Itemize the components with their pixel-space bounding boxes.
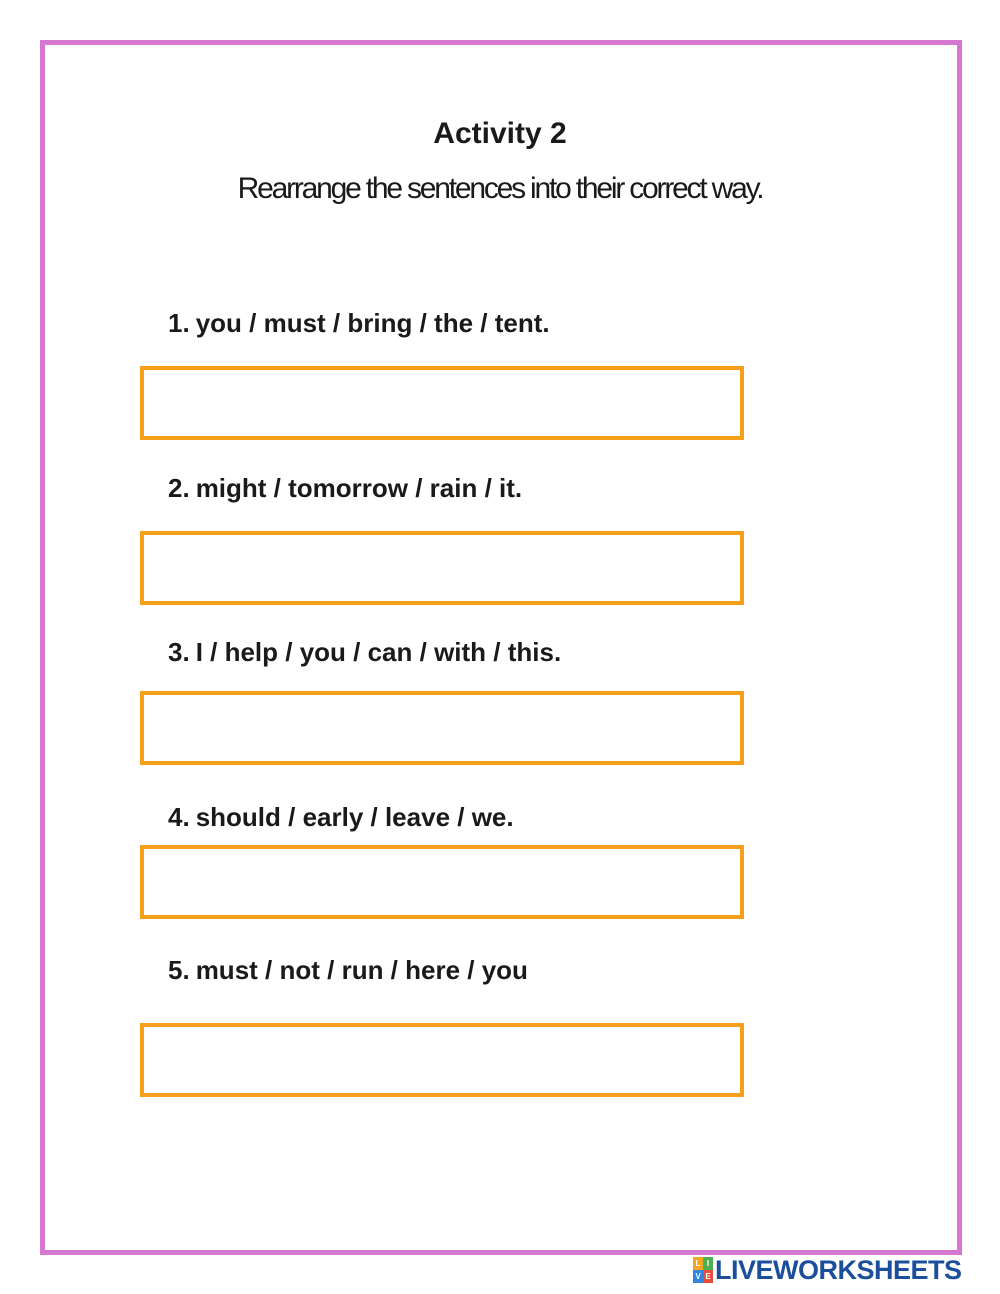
liveworksheets-brand: [693, 1256, 962, 1284]
activity-title: Activity 2: [433, 117, 567, 150]
logo-tile: E: [703, 1270, 713, 1283]
question-number: 3.: [168, 637, 190, 667]
question-number: 1.: [168, 308, 190, 338]
question-3: [168, 637, 561, 668]
answer-input-3[interactable]: [140, 691, 744, 765]
logo-tile: I: [703, 1257, 713, 1270]
answer-input-4[interactable]: [140, 845, 744, 919]
instructions-text: Rearrange the sentences into their correct way.: [237, 172, 763, 205]
question-text: should / early / leave / we.: [195, 802, 514, 832]
question-1: [168, 308, 550, 339]
question-number: 2.: [168, 473, 190, 503]
question-text: might / tomorrow / rain / it.: [195, 473, 523, 503]
answer-input-2[interactable]: [140, 531, 744, 605]
question-5: [168, 955, 528, 986]
question-4: [168, 802, 514, 833]
question-text: must / not / run / here / you: [195, 955, 528, 985]
logo-tile: V: [693, 1270, 703, 1283]
question-number: 5.: [168, 955, 190, 985]
brand-name: LIVEWORKSHEETS: [715, 1254, 962, 1285]
question-2: [168, 473, 522, 504]
answer-input-1[interactable]: [140, 366, 744, 440]
liveworksheets-logo-icon: [693, 1257, 713, 1283]
question-number: 4.: [168, 802, 190, 832]
logo-tile: L: [693, 1257, 703, 1270]
question-text: I / help / you / can / with / this.: [195, 637, 562, 667]
question-text: you / must / bring / the / tent.: [195, 308, 550, 338]
answer-input-5[interactable]: [140, 1023, 744, 1097]
